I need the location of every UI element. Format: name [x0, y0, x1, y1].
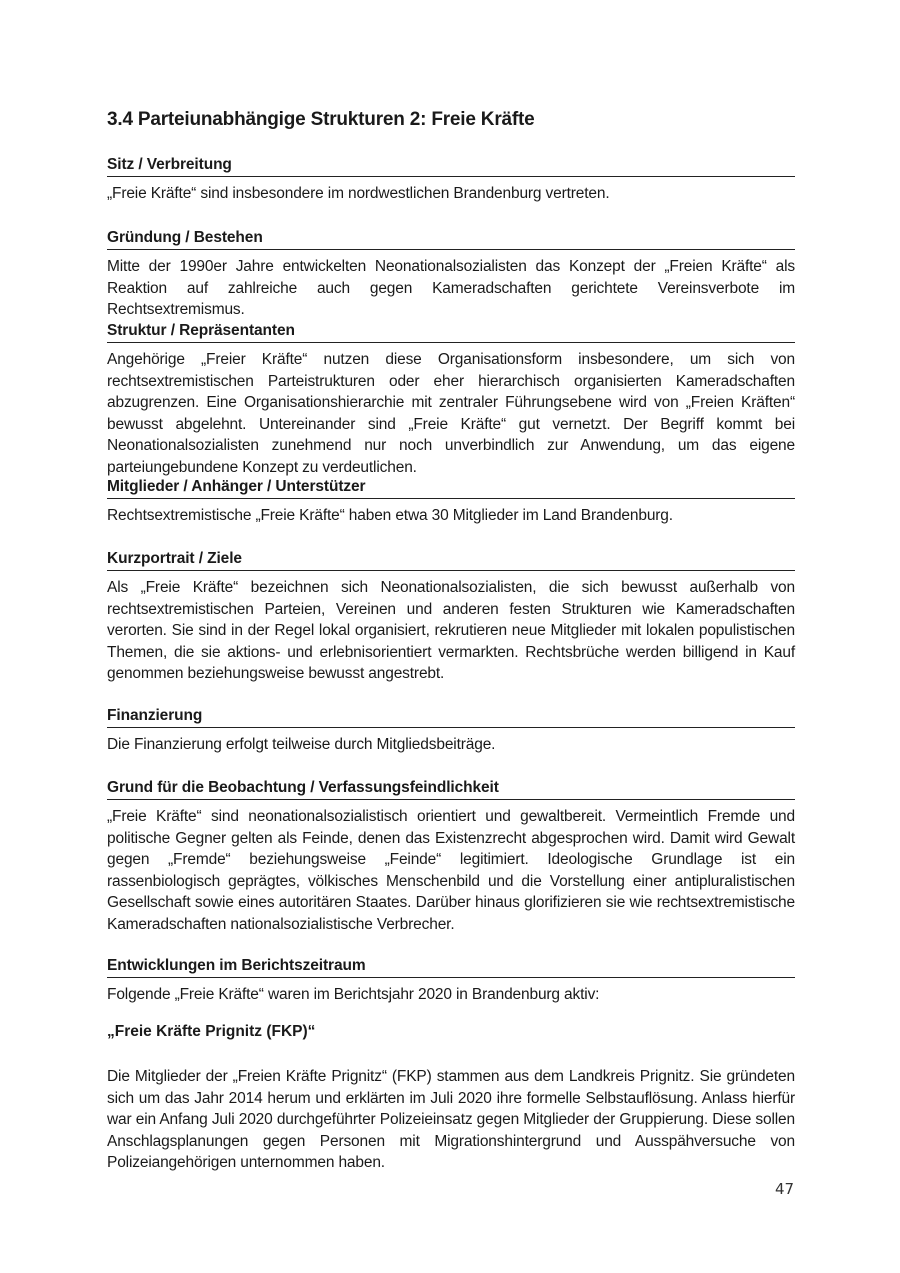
section-grund-beobachtung: [107, 778, 795, 935]
section-heading: Finanzierung: [107, 706, 795, 728]
section-heading: Grund für die Beobachtung / Verfassungsfeindlichkeit: [107, 778, 795, 800]
section-body: Angehörige „Freier Kräfte“ nutzen diese Organisationsform insbesondere, um sich von rechtsextremistischen Parteistrukturen oder eher hierarchisch organisierten Kameradschaften abzugrenzen. Eine Organisationshierarchie mit zentraler Führungsebene wird von „Freien Kräften“ bewusst abgelehnt. Untereinander sind „Freie Kräfte“ gut vernetzt. Der Begriff kommt bei Neonationalsozialisten zunehmend nur noch unverbindlich zur Anwendung, um das eigene parteiungebundene Konzept zu verdeutlichen.: [107, 351, 795, 476]
section-body: „Freie Kräfte“ sind insbesondere im nordwestlichen Brandenburg vertreten.: [107, 185, 610, 202]
section-body: Rechtsextremistische „Freie Kräfte“ haben etwa 30 Mitglieder im Land Brandenburg.: [107, 507, 673, 524]
section-struktur-repraesentanten: [107, 321, 795, 478]
section-body: Die Finanzierung erfolgt teilweise durch Mitgliedsbeiträge.: [107, 736, 496, 753]
section-body: Als „Freie Kräfte“ bezeichnen sich Neonationalsozialisten, die sich bewusst außerhalb von rechtsextremistischen Parteien, Vereinen und anderen festen Strukturen wie Kameradschaften verorten. Sie sind in der Regel lokal organisiert, rekrutieren neue Mitglieder mit lokalen populistischen Themen, die sie aktions- und erlebnisorientiert vermarkten. Rechtsbrüche werden billigend in Kauf genommen beziehungsweise bewusst angestrebt.: [107, 579, 795, 682]
section-heading: Gründung / Bestehen: [107, 228, 795, 250]
page-number: 47: [775, 1180, 795, 1198]
section-gruendung-bestehen: [107, 228, 795, 321]
section-finanzierung: [107, 706, 795, 756]
section-body: „Freie Kräfte“ sind neonationalsozialistisch orientiert und gewaltbereit. Vermeintlich Fremde und politische Gegner gelten als Feinde, denen das Existenzrecht abgesprochen wird. Damit wird Gewalt gegen „Fremde“ beziehungsweise „Feinde“ legitimiert. Ideologische Grundlage ist ein rassenbiologisch geprägtes, völkisches Menschenbild und die Vorstellung einer antipluralistischen Gesellschaft sowie eines autoritären Staates. Darüber hinaus glorifizieren sie wie rechtsextremistische Kameradschaften nationalsozialistische Verbrecher.: [107, 808, 795, 933]
section-sitz-verbreitung: [107, 155, 795, 205]
section-heading: Struktur / Repräsentanten: [107, 321, 795, 343]
section-body: Mitte der 1990er Jahre entwickelten Neonationalsozialisten das Konzept der „Freien Kräfte“ als Reaktion auf zahlreiche auch gegen Kameradschaften gerichtete Vereinsverbote im Rechtsextremismus.: [107, 258, 795, 318]
group-subheading: „Freie Kräfte Prignitz (FKP)“: [107, 1023, 316, 1040]
chapter-title: 3.4 Parteiunabhängige Strukturen 2: Freie Kräfte: [107, 109, 535, 130]
section-body: Folgende „Freie Kräfte“ waren im Berichtsjahr 2020 in Brandenburg aktiv:: [107, 986, 600, 1003]
section-kurzportrait-ziele: [107, 549, 795, 685]
section-entwicklungen: [107, 956, 795, 1006]
section-heading: Mitglieder / Anhänger / Unterstützer: [107, 477, 795, 499]
section-heading: Sitz / Verbreitung: [107, 155, 795, 177]
section-heading: Kurzportrait / Ziele: [107, 549, 795, 571]
group-description: Die Mitglieder der „Freien Kräfte Prignitz“ (FKP) stammen aus dem Landkreis Prignitz. Sie gründeten sich um das Jahr 2014 herum und erklärten im Juli 2020 ihre formelle Selbstauflösung. Anlass hierfür war ein Anfang Juli 2020 durchgeführter Polizeieinsatz gegen Mitglieder der Gruppierung. Diese sollen Anschlagsplanungen gegen Personen mit Migrationshintergrund und Ausspähversuche von Polizeiangehörigen unternommen haben.: [107, 1068, 795, 1171]
section-mitglieder: [107, 477, 795, 527]
section-heading: Entwicklungen im Berichtszeitraum: [107, 956, 795, 978]
